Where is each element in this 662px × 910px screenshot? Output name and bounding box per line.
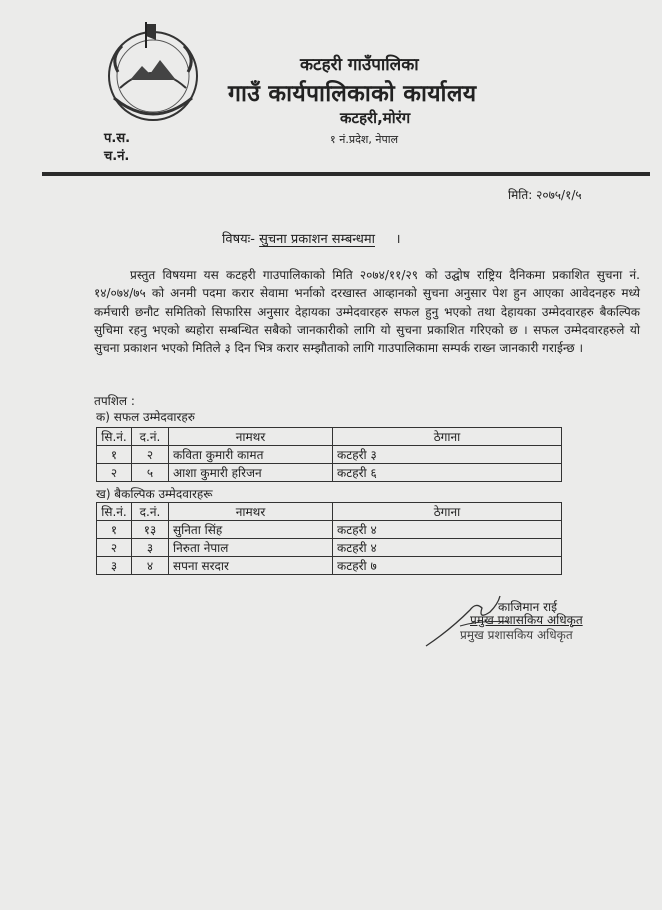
cell-reg-no: ४ <box>132 557 169 575</box>
label-cn: च.नं. <box>104 149 130 164</box>
table-row <box>97 446 562 464</box>
table-row <box>97 464 562 482</box>
label-ps: प.स. <box>104 131 131 146</box>
cell-address: कटहरी ७ <box>333 557 562 575</box>
nepal-emblem-icon <box>100 18 206 130</box>
table-row <box>97 521 562 539</box>
cell-address: कटहरी ४ <box>333 539 562 557</box>
header-province: १ नं.प्रदेश, नेपाल <box>330 133 399 146</box>
cell-reg-no: १३ <box>132 521 169 539</box>
cell-name: कविता कुमारी कामत <box>169 446 333 464</box>
cell-serial: १ <box>97 446 132 464</box>
table-header-row <box>97 428 562 446</box>
col-name: नामथर <box>169 503 333 521</box>
col-address: ठेगाना <box>333 428 562 446</box>
col-name: नामथर <box>169 428 333 446</box>
subject-label: विषयः- <box>222 232 255 247</box>
cell-reg-no: ५ <box>132 464 169 482</box>
alternate-candidates-table <box>96 502 562 575</box>
body-paragraph: प्रस्तुत विषयमा यस कटहरी गाउपालिकाको मिति २०७४/११/२९ को उद्घोष राष्ट्रिय दैनिकमा प्रकाशित सुचना नं. १४/०७४/७५ को अनमी पदमा करार सेवामा भर्नाको दरखास्त आव्हानको सुचना अनुसार पेश हुन आएका आवेदनहरु मध्ये कर्मचारी छनौट समितिको सिफारिस अनुसार देहायका उम्मेदवारहरु सफल हुनु भएको तथा देहायका उम्मेदवारहरु बैकल्पिक सुचिमा रहनु भएको ब्यहोरा सम्बन्धित सबैको जानकारीको लागि यो सुचना प्रकाशित गरिएको छ । सफल उम्मेदवारहरुले यो सुचना प्रकाशन भएको मितिले ३ दिन भित्र करार सम्झौताको लागि गाउपालिकामा सम्पर्क राख्न जानकारी गराईन्छ । <box>94 268 640 356</box>
cell-serial: ३ <box>97 557 132 575</box>
header-office: गाउँ कार्यपालिकाको कार्यालय <box>228 81 477 107</box>
cell-address: कटहरी ३ <box>333 446 562 464</box>
signatory-title: प्रमुख प्रशासकिय अधिकृत <box>470 613 583 627</box>
cell-name: सुनिता सिंह <box>169 521 333 539</box>
subject-text: सुचना प्रकाशन सम्बन्धमा <box>259 232 375 247</box>
col-address: ठेगाना <box>333 503 562 521</box>
table-row <box>97 557 562 575</box>
cell-name: आशा कुमारी हरिजन <box>169 464 333 482</box>
cell-serial: १ <box>97 521 132 539</box>
letter-date: मिति: २०७५/१/५ <box>508 188 582 202</box>
col-reg-no: द.नं. <box>132 428 169 446</box>
table-row <box>97 539 562 557</box>
cell-name: सपना सरदार <box>169 557 333 575</box>
signatory-stamp: प्रमुख प्रशासकिय अधिकृत <box>460 628 573 642</box>
section-b-label: ख) बैकल्पिक उम्मेदवारहरू <box>96 487 213 501</box>
cell-address: कटहरी ४ <box>333 521 562 539</box>
subject-line <box>222 229 401 247</box>
col-reg-no: द.नं. <box>132 503 169 521</box>
header-divider <box>42 172 650 176</box>
cell-reg-no: ३ <box>132 539 169 557</box>
successful-candidates-table <box>96 427 562 482</box>
cell-reg-no: २ <box>132 446 169 464</box>
cell-serial: २ <box>97 464 132 482</box>
subject-end: । <box>395 232 401 247</box>
col-serial: सि.नं. <box>97 503 132 521</box>
cell-name: निरुता नेपाल <box>169 539 333 557</box>
details-label: तपशिल : <box>94 394 135 408</box>
header-location: कटहरी,मोरंग <box>340 109 411 127</box>
table-header-row <box>97 503 562 521</box>
cell-address: कटहरी ६ <box>333 464 562 482</box>
col-serial: सि.नं. <box>97 428 132 446</box>
signatory-name: काजिमान राई <box>498 600 558 614</box>
header-municipality: कटहरी गाउँपालिका <box>300 55 419 75</box>
section-a-label: क) सफल उम्मेदवारहरु <box>96 410 195 424</box>
cell-serial: २ <box>97 539 132 557</box>
